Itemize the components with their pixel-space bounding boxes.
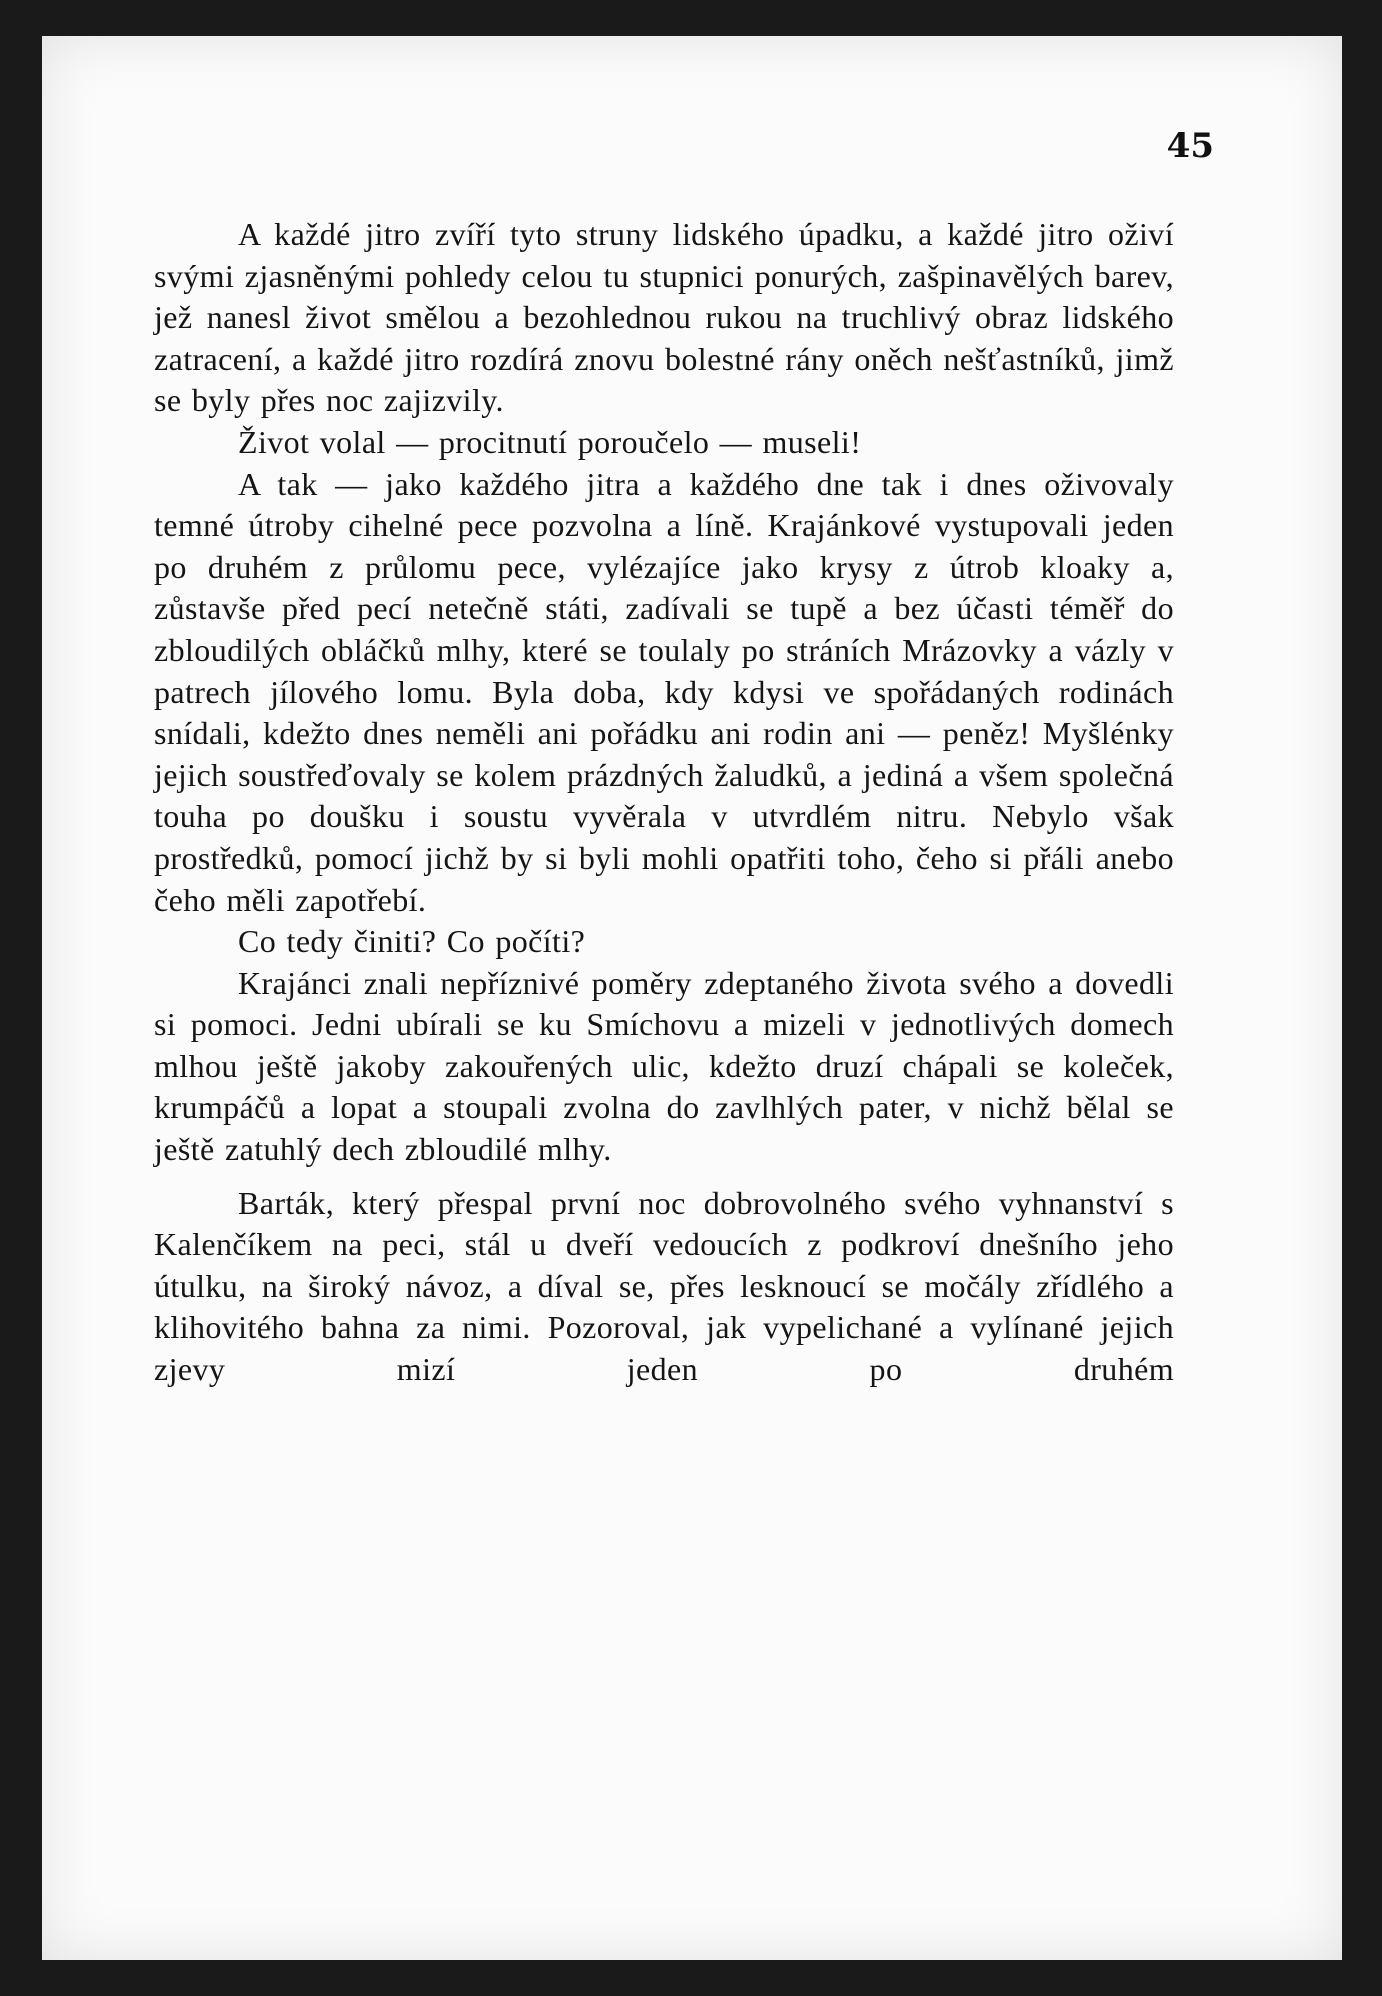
paragraph-1: A každé jitro zvíří tyto struny lidského úpadku, a každé jitro oživí svými zjasněnými pohledy celou tu stupnici ponurých, zašpinavělých barev, jež nanesl život smělou a bezohlednou rukou na truchlivý obraz lidského zatracení, a každé jitro rozdírá znovu bolestné rány oněch nešťastníků, jimž se byly přes noc zajizvily.	[154, 216, 1174, 419]
body-text	[154, 214, 1174, 1391]
paragraph-4: Co tedy činiti? Co počíti?	[238, 923, 586, 960]
paragraph-3: A tak — jako každého jitra a každého dne tak i dnes oživovaly temné útroby cihelné pece pozvolna a líně. Krajánkové vystupovali jeden po druhém z průlomu pece, vylézajíce jako krysy z útrob kloaky a, zůstavše před pecí netečně státi, zadívali se tupě a bez účasti téměř do zbloudilých obláčků mlhy, které se toulaly po stráních Mrázovky a vázly v patrech jílového lomu. Byla doba, kdy kdysi ve spořádaných rodinách snídali, kdežto dnes neměli ani pořádku ani rodin ani — peněz! Myšlénky jejich soustřeďovaly se kolem prázdných žaludků, a jediná a všem společná touha po doušku i soustu vyvěrala v utvrdlém nitru. Nebylo však prostředků, pomocí jichž by si byli mohli opatřiti toho, čeho si přáli anebo čeho měli zapotřebí.	[154, 465, 1174, 918]
paragraph-5: Krajánci znali nepříznivé poměry zdeptaného života svého a dovedli si pomoci. Jedni ubírali se ku Smíchovu a mizeli v jednotlivých domech mlhou ještě jakoby zakouřených ulic, kdežto druzí chápali se koleček, krumpáčů a lopat a stoupali zvolna do zavlhlých pater, v nichž bělal se ještě zatuhlý dech zbloudilé mlhy.	[154, 964, 1174, 1168]
paragraph-6: Barták, který přespal první noc dobrovolného svého vyhnanství s Kalenčíkem na peci, stál u dveří vedoucích z podkroví dnešního jeho útulku, na široký návoz, a díval se, přes lesknoucí se močály zřídlého a klihovitého bahna za nimi. Pozoroval, jak vypelichané a vylínané jejich zjevy mizí jeden po druhém	[154, 1184, 1174, 1388]
page-number: 45	[1166, 126, 1214, 166]
paragraph-2: Život volal — procitnutí poroučelo — museli!	[238, 423, 862, 460]
book-page	[42, 36, 1342, 1960]
